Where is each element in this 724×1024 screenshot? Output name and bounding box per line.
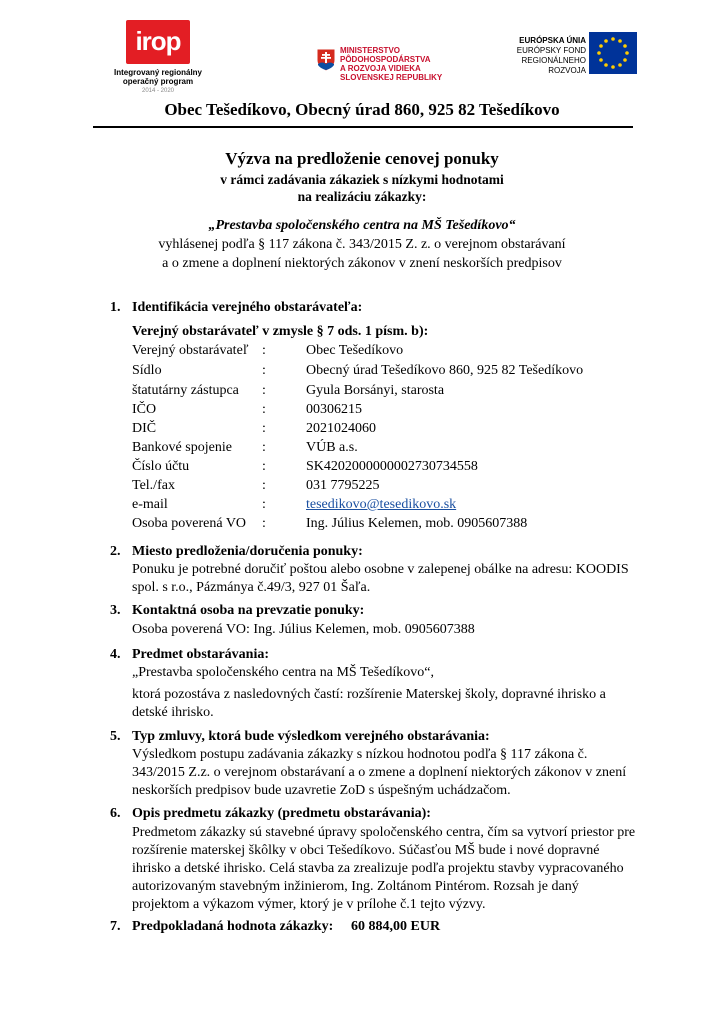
- irop-logo: [126, 20, 190, 64]
- irop-caption-line-2: operačný program: [122, 77, 194, 86]
- section-6-line: Predmetom zákazky sú stavebné úpravy spoločenského centra, čím sa vytvorí priestor pre: [132, 825, 636, 840]
- ministry-line-2: PÔDOHOSPODÁRSTVA: [340, 55, 431, 64]
- section-4-line: detské ihrisko.: [132, 705, 214, 720]
- eu-flag-icon: [589, 32, 637, 74]
- section-7-heading: Predpokladaná hodnota zákazky:: [132, 919, 334, 934]
- section-4-number: 4.: [110, 647, 121, 662]
- eu-caption: [486, 36, 586, 76]
- info-colon: :: [262, 402, 266, 417]
- info-label: štatutárny zástupca: [132, 383, 239, 398]
- info-label: Bankové spojenie: [132, 440, 232, 455]
- info-colon: :: [262, 383, 266, 398]
- section-6-line: rozšírenie materskej škôlky v obci Tešedíkovo. Súčasťou MŠ bude i nové dopravné: [132, 843, 600, 858]
- section-1-heading: Identifikácia verejného obstarávateľa:: [132, 300, 363, 315]
- eu-line-3: REGIONÁLNEHO ROZVOJA: [521, 56, 586, 75]
- section-5-line: Výsledkom postupu zadávania zákazky s nízkou hodnotou podľa § 117 zákona č.: [132, 747, 588, 762]
- info-colon: :: [262, 516, 266, 531]
- ministry-line-3: A ROZVOJA VIDIEKA: [340, 64, 421, 73]
- irop-caption-line-1: Integrovaný regionálny: [113, 68, 203, 77]
- email-link[interactable]: tesedikovo@tesedikovo.sk: [306, 497, 457, 512]
- info-colon: :: [262, 497, 266, 512]
- header-divider: [93, 126, 633, 128]
- irop-caption: [108, 68, 208, 86]
- section-3-line: Osoba poverená VO: Ing. Július Kelemen, mob. 0905607388: [132, 622, 475, 637]
- info-label: Číslo účtu: [132, 459, 190, 474]
- section-1-subheading: Verejný obstarávateľ v zmysle § 7 ods. 1 písm. b):: [132, 324, 429, 339]
- eu-line-2: EURÓPSKY FOND: [516, 46, 586, 55]
- section-6-number: 6.: [110, 806, 121, 821]
- section-5-heading: Typ zmluvy, ktorá bude výsledkom verejného obstarávania:: [132, 729, 490, 744]
- section-4-line: ktorá pozostáva z nasledovných častí: rozšírenie Materskej školy, dopravné ihrisko a: [132, 687, 606, 702]
- section-6-heading: Opis predmetu zákazky (predmetu obstarávania):: [132, 806, 431, 821]
- document-subtitle-2: na realizáciu zákazky:: [297, 189, 427, 204]
- ministry-caption: [340, 46, 460, 82]
- section-6-line: projektom a výkazom výmer, ktorý je v prílohe č.1 tejto výzvy.: [132, 897, 486, 912]
- section-2-number: 2.: [110, 544, 121, 559]
- info-value: 031 7795225: [306, 478, 380, 493]
- info-label: DIČ: [132, 421, 157, 436]
- office-header: Obec Tešedíkovo, Obecný úrad 860, 925 82 Tešedíkovo: [164, 100, 560, 119]
- info-value: VÚB a.s.: [306, 440, 358, 455]
- ministry-line-1: MINISTERSTVO: [340, 46, 401, 55]
- info-label: IČO: [132, 402, 157, 417]
- section-4-heading: Predmet obstarávania:: [132, 647, 269, 662]
- project-name: „Prestavba spoločenského centra na MŠ Tešedíkovo“: [208, 218, 516, 233]
- ministry-line-4: SLOVENSKEJ REPUBLIKY: [340, 73, 443, 82]
- legal-basis-line-2: a o zmene a doplnení niektorých zákonov v znení neskorších predpisov: [162, 256, 562, 271]
- info-label: Sídlo: [132, 363, 162, 378]
- info-value: 2021024060: [306, 421, 376, 436]
- info-label: Verejný obstarávateľ: [132, 343, 249, 358]
- section-6-line: autorizovaným stavebným inžinierom, Ing. Zoltánom Pintérom. Rozsah je daný: [132, 879, 579, 894]
- section-6-line: ihrisko a detské ihrisko. Celá stavba za zrealizuje podľa projektu stavby vypracovaného: [132, 861, 624, 876]
- section-2-line: spol. s r.o., Pázmánya č.49/3, 927 01 Šaľa.: [132, 580, 371, 595]
- document-subtitle-1: v rámci zadávania zákaziek s nízkymi hodnotami: [220, 172, 504, 187]
- info-label: Osoba poverená VO: [132, 516, 247, 531]
- section-2-heading: Miesto predloženia/doručenia ponuky:: [132, 544, 363, 559]
- info-label: Tel./fax: [132, 478, 175, 493]
- info-value: Gyula Borsányi, starosta: [306, 383, 445, 398]
- section-4-line: „Prestavba spoločenského centra na MŠ Tešedíkovo“,: [132, 665, 435, 680]
- slovak-emblem-icon: [316, 48, 336, 72]
- info-colon: :: [262, 363, 266, 378]
- section-3-heading: Kontaktná osoba na prevzatie ponuky:: [132, 603, 365, 618]
- info-value: 00306215: [306, 402, 362, 417]
- info-colon: :: [262, 459, 266, 474]
- section-5-line: 343/2015 Z.z. o verejnom obstarávaní a o zmene a doplnení niektorých zákonov v znení: [132, 765, 627, 780]
- info-colon: :: [262, 343, 266, 358]
- info-value: Obecný úrad Tešedíkovo 860, 925 82 Tešedíkovo: [306, 363, 584, 378]
- info-colon: :: [262, 478, 266, 493]
- info-colon: :: [262, 440, 266, 455]
- section-5-line: neskorších predpisov bude uzavretie ZoD s úspešným uchádzačom.: [132, 783, 511, 798]
- irop-years: 2014 - 2020: [141, 88, 175, 94]
- section-3-number: 3.: [110, 603, 121, 618]
- info-colon: :: [262, 421, 266, 436]
- section-7-number: 7.: [110, 919, 121, 934]
- info-value: Obec Tešedíkovo: [306, 343, 404, 358]
- section-5-number: 5.: [110, 729, 121, 744]
- info-value: SK4202000000002730734558: [306, 459, 478, 474]
- eu-line-1: EURÓPSKA ÚNIA: [519, 36, 586, 45]
- legal-basis-line-1: vyhlásenej podľa § 117 zákona č. 343/2015 Z. z. o verejnom obstarávaní: [158, 237, 566, 252]
- info-value: Ing. Július Kelemen, mob. 0905607388: [306, 516, 528, 531]
- irop-logo-mark: irop: [135, 26, 181, 56]
- info-label: e-mail: [132, 497, 168, 512]
- section-2-line: Ponuku je potrebné doručiť poštou alebo osobne v zalepenej obálke na adresu: KOODIS: [132, 562, 629, 577]
- estimated-value: 60 884,00 EUR: [351, 919, 441, 934]
- document-title: Výzva na predloženie cenovej ponuky: [225, 149, 499, 168]
- section-1-number: 1.: [110, 300, 121, 315]
